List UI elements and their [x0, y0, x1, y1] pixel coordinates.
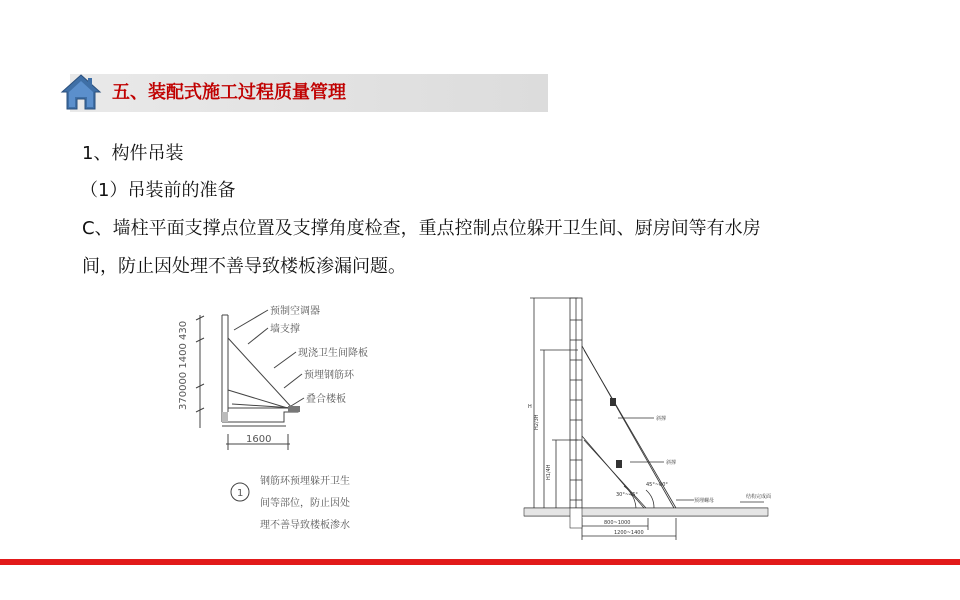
note-line-3: 理不善导致楼板渗水 [260, 520, 350, 531]
label-bathroom-slab: 现浇卫生间降板 [298, 348, 368, 359]
label-precast: 预制空调器 [270, 306, 320, 317]
home-icon [60, 72, 102, 112]
note-line-1: 钢筋环预埋躲开卫生 [260, 476, 350, 487]
anchor-label: 预埋螺母 [694, 498, 715, 504]
bottom-accent-rule [0, 559, 960, 565]
label-rebar-ring: 预埋钢筋环 [304, 370, 354, 381]
support-sketch-figure [176, 300, 406, 545]
bottom-dim-1: 800~1000 [604, 520, 631, 526]
heading-item-1: 1、构件吊装 [82, 143, 184, 164]
angle-label-2: 45°~60° [646, 482, 668, 488]
paragraph-line-2: 间，防止因处理不善导致楼板渗漏问题。 [82, 256, 406, 277]
brace-elevation-figure [518, 290, 778, 540]
label-composite-slab: 叠合楼板 [306, 394, 346, 405]
axis-label-h: H [528, 404, 532, 410]
brace-label-lower: 斜撑 [666, 460, 677, 466]
brace-label-upper: 斜撑 [656, 416, 667, 422]
axis-label-h14: H1/4H [546, 464, 552, 480]
finish-surface-label: 结构完成面 [746, 494, 772, 500]
angle-label-1: 30°~45° [616, 492, 638, 498]
label-wall-support: 墙支撑 [270, 324, 300, 335]
left-dimension-label: 370000 1400 430 [178, 320, 189, 410]
axis-label-h23: H2/3H [534, 414, 540, 430]
circle-number: 1 [237, 488, 244, 499]
paragraph-line-1: C、墙柱平面支撑点位置及支撑角度检查，重点控制点位躲开卫生间、厨房间等有水房 [82, 218, 761, 239]
note-line-2: 间等部位，防止因处 [260, 498, 350, 509]
bottom-dimension-label: 1600 [246, 434, 272, 445]
bottom-dim-2: 1200~1400 [614, 530, 644, 536]
section-title: 五、装配式施工过程质量管理 [112, 82, 346, 103]
subheading-item: （1）吊装前的准备 [80, 180, 236, 201]
